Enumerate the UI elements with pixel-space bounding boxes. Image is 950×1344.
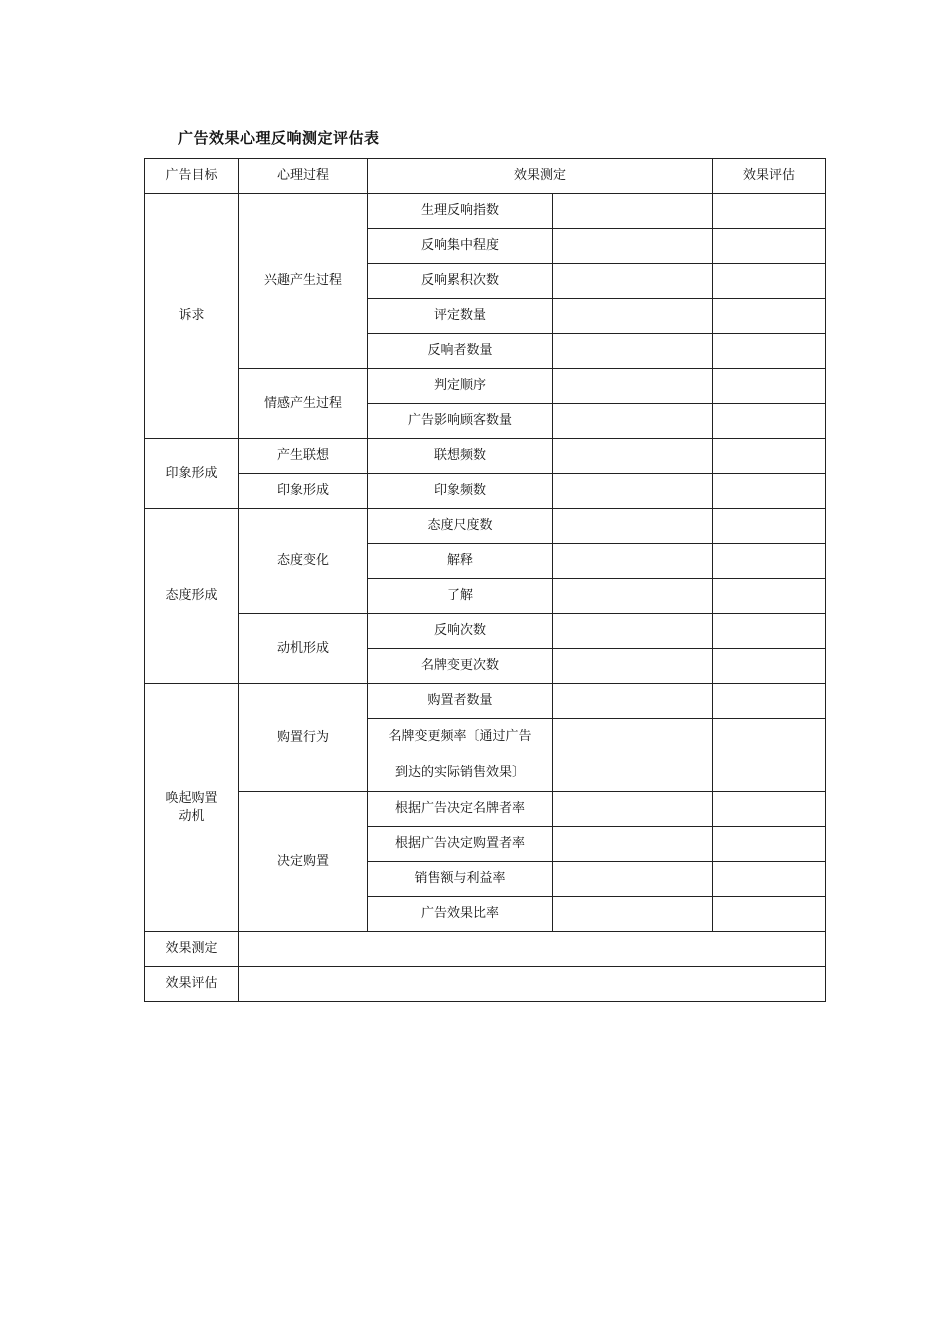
measure-value-cell[interactable] — [553, 509, 713, 544]
measure-item: 态度尺度数 — [368, 509, 553, 544]
measure-value-cell[interactable] — [553, 862, 713, 897]
measure-value-cell[interactable] — [553, 897, 713, 932]
goal-line: 唤起购置 — [165, 790, 218, 806]
process-cell: 情感产生过程 — [239, 369, 368, 439]
measure-item — [368, 719, 553, 792]
header-goal: 广告目标 — [145, 159, 239, 194]
header-process: 心理过程 — [239, 159, 368, 194]
measure-item: 评定数量 — [368, 299, 553, 334]
evaluate-cell[interactable] — [713, 579, 826, 614]
measure-item: 广告效果比率 — [368, 897, 553, 932]
goal-cell: 态度形成 — [145, 509, 239, 684]
measure-value-cell[interactable] — [553, 369, 713, 404]
evaluate-cell[interactable] — [713, 439, 826, 474]
footer-evaluate-field[interactable] — [239, 967, 826, 1002]
measure-value-cell[interactable] — [553, 684, 713, 719]
table-row — [145, 509, 826, 544]
measure-item-line: 到达的实际销售效果〕 — [394, 765, 525, 780]
evaluate-cell[interactable] — [713, 509, 826, 544]
footer-measure-field[interactable] — [239, 932, 826, 967]
process-cell: 动机形成 — [239, 614, 368, 684]
evaluate-cell[interactable] — [713, 194, 826, 229]
goal-line: 动机 — [178, 808, 205, 824]
table-row — [145, 614, 826, 649]
evaluate-cell[interactable] — [713, 544, 826, 579]
evaluation-table — [144, 158, 826, 1002]
process-cell: 态度变化 — [239, 509, 368, 614]
measure-value-cell[interactable] — [553, 299, 713, 334]
process-cell: 产生联想 — [239, 439, 368, 474]
measure-value-cell[interactable] — [553, 334, 713, 369]
table-row — [145, 369, 826, 404]
measure-value-cell[interactable] — [553, 264, 713, 299]
process-cell: 印象形成 — [239, 474, 368, 509]
measure-item: 反响次数 — [368, 614, 553, 649]
process-cell: 兴趣产生过程 — [239, 194, 368, 369]
goal-cell: 印象形成 — [145, 439, 239, 509]
evaluate-cell[interactable] — [713, 684, 826, 719]
table-row — [145, 439, 826, 474]
goal-cell: 诉求 — [145, 194, 239, 439]
page-title: 广告效果心理反响测定评估表 — [178, 129, 380, 147]
measure-item: 反响者数量 — [368, 334, 553, 369]
measure-value-cell[interactable] — [553, 194, 713, 229]
evaluate-cell[interactable] — [713, 229, 826, 264]
measure-item: 印象频数 — [368, 474, 553, 509]
footer-evaluate-label: 效果评估 — [145, 967, 239, 1002]
evaluate-cell[interactable] — [713, 862, 826, 897]
footer-measure-label: 效果测定 — [145, 932, 239, 967]
evaluate-cell[interactable] — [713, 897, 826, 932]
measure-item: 反响集中程度 — [368, 229, 553, 264]
measure-item: 联想频数 — [368, 439, 553, 474]
process-cell: 决定购置 — [239, 792, 368, 932]
measure-value-cell[interactable] — [553, 229, 713, 264]
measure-value-cell[interactable] — [553, 544, 713, 579]
table-row — [145, 684, 826, 719]
evaluate-cell[interactable] — [713, 649, 826, 684]
evaluate-cell[interactable] — [713, 334, 826, 369]
evaluate-cell[interactable] — [713, 299, 826, 334]
measure-value-cell[interactable] — [553, 614, 713, 649]
measure-value-cell[interactable] — [553, 792, 713, 827]
measure-value-cell[interactable] — [553, 439, 713, 474]
measure-item: 购置者数量 — [368, 684, 553, 719]
header-evaluate: 效果评估 — [713, 159, 826, 194]
measure-item-line: 名牌变更频率〔通过广告 — [388, 729, 532, 744]
evaluate-cell[interactable] — [713, 719, 826, 792]
measure-item: 了解 — [368, 579, 553, 614]
measure-value-cell[interactable] — [553, 404, 713, 439]
measure-item: 反响累积次数 — [368, 264, 553, 299]
footer-row-measure — [145, 932, 826, 967]
measure-value-cell[interactable] — [553, 579, 713, 614]
measure-item: 根据广告决定购置者率 — [368, 827, 553, 862]
evaluate-cell[interactable] — [713, 264, 826, 299]
table-row — [145, 194, 826, 229]
measure-item: 判定顺序 — [368, 369, 553, 404]
evaluate-cell[interactable] — [713, 614, 826, 649]
measure-item: 生理反响指数 — [368, 194, 553, 229]
measure-item: 根据广告决定名牌者率 — [368, 792, 553, 827]
measure-item: 解释 — [368, 544, 553, 579]
goal-cell — [145, 684, 239, 932]
measure-value-cell[interactable] — [553, 649, 713, 684]
evaluate-cell[interactable] — [713, 404, 826, 439]
measure-value-cell[interactable] — [553, 474, 713, 509]
table-row — [145, 792, 826, 827]
table-row — [145, 474, 826, 509]
measure-item: 广告影响顾客数量 — [368, 404, 553, 439]
evaluate-cell[interactable] — [713, 827, 826, 862]
measure-value-cell[interactable] — [553, 719, 713, 792]
evaluate-cell[interactable] — [713, 369, 826, 404]
process-cell: 购置行为 — [239, 684, 368, 792]
header-measure: 效果测定 — [368, 159, 713, 194]
footer-row-evaluate — [145, 967, 826, 1002]
evaluate-cell[interactable] — [713, 474, 826, 509]
measure-item: 销售额与利益率 — [368, 862, 553, 897]
measure-item: 名牌变更次数 — [368, 649, 553, 684]
evaluate-cell[interactable] — [713, 792, 826, 827]
measure-value-cell[interactable] — [553, 827, 713, 862]
header-row — [145, 159, 826, 194]
